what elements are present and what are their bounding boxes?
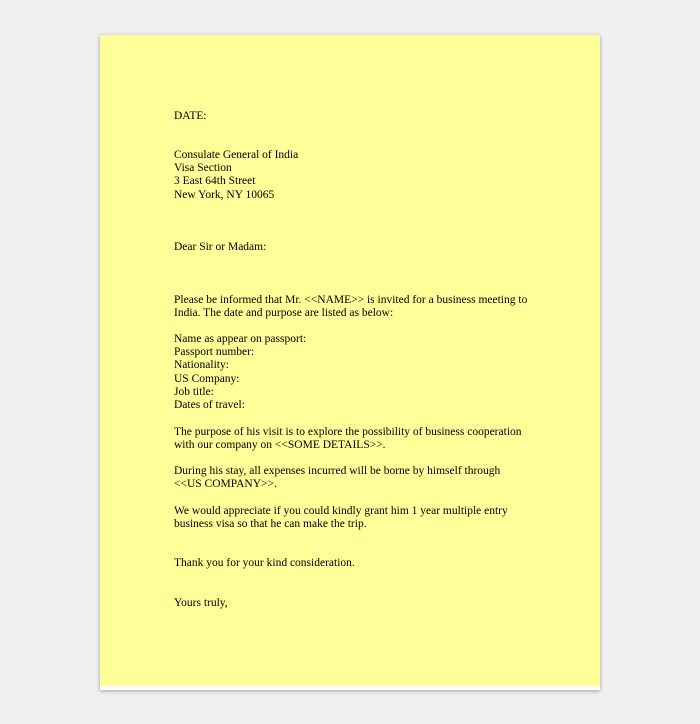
paragraph-line: The purpose of his visit is to explore the possibility of business cooperation <box>174 426 522 438</box>
purpose-paragraph <box>174 426 522 452</box>
field-label: Job title: <box>174 385 214 398</box>
field-label: Nationality: <box>174 359 229 372</box>
field-label: Name as appear on passport: <box>174 333 307 345</box>
recipient-address <box>174 149 298 202</box>
field-label: US Company: <box>174 372 240 385</box>
paragraph-line: India. The date and purpose are listed as below: <box>174 307 394 320</box>
field-label: Passport number: <box>174 346 255 359</box>
paragraph-line: with our company on <<SOME DETAILS>>. <box>174 439 386 452</box>
date-label: DATE: <box>174 110 207 122</box>
paragraph-line: business visa so that he can make the trip. <box>174 518 367 531</box>
intro-paragraph <box>174 294 527 320</box>
paragraph-line: During his stay, all expenses incurred will be borne by himself through <box>174 465 501 477</box>
paragraph-line: Please be informed that Mr. <<NAME>> is invited for a business meeting to <box>174 294 528 306</box>
field-label: Dates of travel: <box>174 398 245 411</box>
expenses-paragraph <box>174 465 500 491</box>
letter-page <box>100 35 600 690</box>
thanks-line: Thank you for your kind consideration. <box>174 557 355 569</box>
address-line: Consulate General of India <box>174 149 299 161</box>
salutation: Dear Sir or Madam: <box>174 241 267 253</box>
address-line: Visa Section <box>174 162 232 175</box>
request-paragraph <box>174 505 508 531</box>
traveler-fields <box>174 333 306 412</box>
closing-line: Yours truly, <box>174 597 228 609</box>
address-line: 3 East 64th Street <box>174 175 256 188</box>
address-line: New York, NY 10065 <box>174 188 275 201</box>
paragraph-line: We would appreciate if you could kindly grant him 1 year multiple entry <box>174 505 508 517</box>
paragraph-line: <<US COMPANY>>. <box>174 478 277 491</box>
